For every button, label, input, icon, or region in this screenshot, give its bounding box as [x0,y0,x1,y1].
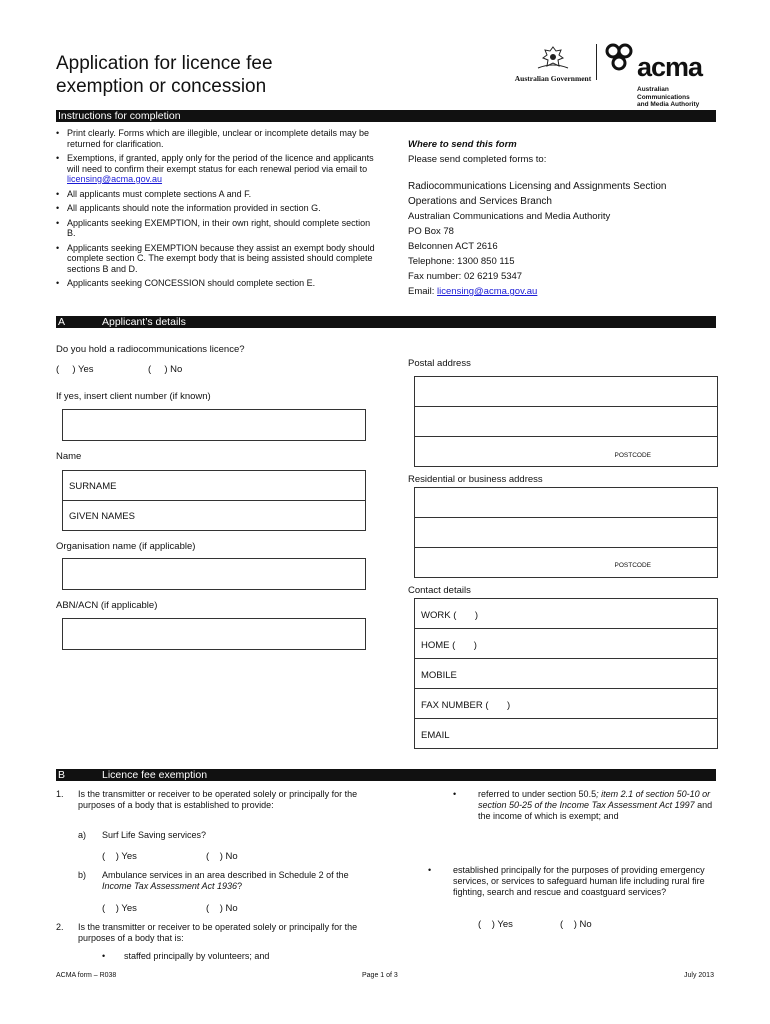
acma-wordmark: acma [637,52,703,82]
question-1: Is the transmitter or receiver to be operated solely or principally for the purposes of a body that is established to provide: [78,789,358,810]
q2-no-radio[interactable]: ( ) No [560,919,592,930]
bullet-referred: referred to under section 50.5; item 2.1 of section 50-10 or section 50-25 of the Income Tax Assessment Act 1997 and the income of which is exempt; and [478,789,713,821]
postcode-label: POSTCODE [614,562,651,569]
list-item: • All applicants should note the information provided in section G. [56,203,376,214]
question-1a: Surf Life Saving services? [102,830,207,840]
given-names-field[interactable]: GIVEN NAMES [69,511,135,522]
organisation-input[interactable] [62,558,366,590]
list-item: • Applicants seeking EXEMPTION because they assist an exempt body should complete section C. The exempt body that is being assisted should complete sections B and D. [56,243,376,275]
australian-government-logo [513,44,593,83]
name-box [62,470,366,531]
acma-rings-icon [603,42,635,76]
section-a-bar: A Applicant’s details [56,316,716,328]
page-title: Application for licence fee exemption or concession [56,53,273,97]
bullet-staffed: staffed principally by volunteers; and [124,951,270,961]
work-phone-field[interactable]: WORK ( ) [421,610,479,621]
q1b-yes-radio[interactable]: ( ) Yes [102,903,137,914]
list-item: • Exemptions, if granted, apply only for the period of the licence and applicants will need to confirm their exempt status for each renewal period via email to licensing@acma.gov.au [56,153,376,185]
contact-details-box [414,598,718,749]
fax-number-field[interactable]: FAX NUMBER ( ) [421,700,511,711]
bullet-icon: • [428,865,432,875]
acma-subtitle: Australian Communications and Media Authority [637,86,700,108]
bullet-icon: • [102,951,106,961]
licence-no-radio[interactable]: ( ) No [148,364,183,375]
footer-page-number: Page 1 of 3 [362,972,398,979]
residential-address-input[interactable] [414,487,718,578]
footer-date: July 2013 [684,972,714,979]
q2-yes-radio[interactable]: ( ) Yes [478,919,513,930]
gov-text: Australian Government [514,74,592,83]
list-item: • All applicants must complete sections A and F. [56,189,376,200]
client-number-input[interactable] [62,409,366,441]
q1a-yes-radio[interactable]: ( ) Yes [102,851,137,862]
coat-of-arms-icon [533,44,573,72]
section-b-bar: B Licence fee exemption [56,769,716,781]
home-phone-field[interactable]: HOME ( ) [421,640,477,651]
list-item: • Applicants seeking EXEMPTION, in their own right, should complete section B. [56,218,376,239]
licence-yes-radio[interactable]: ( ) Yes [56,364,94,375]
bullet-icon: • [453,789,457,799]
instructions-list [56,128,376,293]
surname-field[interactable]: SURNAME [69,481,117,492]
footer-form-code: ACMA form – R038 [56,972,117,979]
instructions-heading-bar: Instructions for completion [56,110,716,122]
email-link[interactable]: licensing@acma.gov.au [67,174,163,184]
question-1b: Ambulance services in an area described in Schedule 2 of the Income Tax Assessment Act 1936? [102,870,349,891]
send-info: Where to send this form Please send completed forms to: Radiocommunications Licensing and Assignments Section Operations and Services Branch Australian Communications and Media Authority PO Box 78 Belconnen ACT 2616 Telephone: 1300 850 115 Fax number: 02 6219 5347 Email: licensing@acma.gov.au [408,139,667,297]
list-item: • Applicants seeking CONCESSION should complete section E. [56,278,376,289]
abn-input[interactable] [62,618,366,650]
mobile-field[interactable]: MOBILE [421,670,457,681]
question-2: Is the transmitter or receiver to be operated solely or principally for the purposes of a body that is: [78,922,358,943]
where-heading: Where to send this form [408,139,517,150]
email-field[interactable]: EMAIL [421,730,450,741]
q1a-no-radio[interactable]: ( ) No [206,851,238,862]
logo-divider [596,44,597,80]
bullet-emergency: established principally for the purposes of providing emergency services, or services to safeguard human life including rural fire fighting, search and rescue and coastguard services? [453,865,705,897]
postcode-label: POSTCODE [614,452,651,459]
list-item: • Print clearly. Forms which are illegible, unclear or incomplete details may be returned for clarification. [56,128,376,149]
send-email-link[interactable]: licensing@acma.gov.au [437,286,538,297]
q1b-no-radio[interactable]: ( ) No [206,903,238,914]
postal-address-input[interactable] [414,376,718,467]
